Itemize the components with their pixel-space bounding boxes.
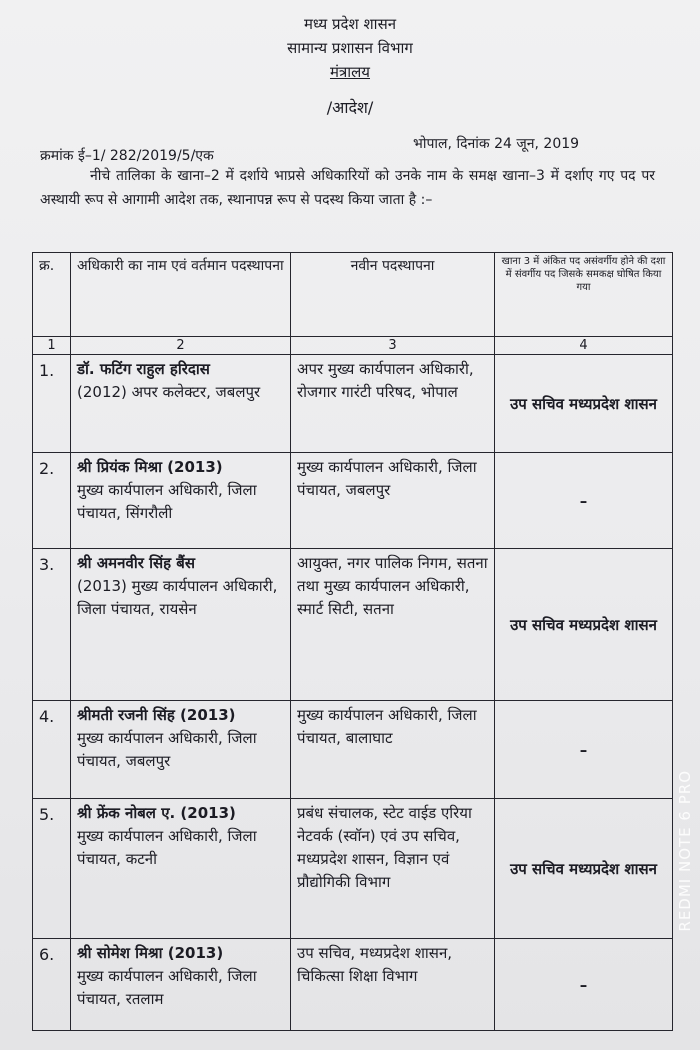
serial-number: 5. <box>33 799 71 939</box>
new-posting: मुख्य कार्यपालन अधिकारी, जिला पंचायत, जबलपुर <box>291 453 495 549</box>
new-posting: अपर मुख्य कार्यपालन अधिकारी, रोजगार गारंटी परिषद, भोपाल <box>291 355 495 453</box>
order-paragraph: नीचे तालिका के खाना–2 में दर्शाये भाप्रसे अधिकारियों को उनके नाम के समक्ष खाना–3 में दर्शाए गए पद पर अस्थायी रूप से आगामी आदेश तक, स्थानापन्न रूप से पदस्थ किया जाता है :– <box>40 168 655 208</box>
table-row <box>33 549 673 701</box>
serial-number: 3. <box>33 549 71 701</box>
officer-name: श्री अमनवीर सिंह बैंस <box>77 554 195 572</box>
column-number: 1 <box>33 337 71 355</box>
officer-current-posting: मुख्य कार्यपालन अधिकारी, जिला पंचायत, जबलपुर <box>77 729 257 770</box>
new-posting: आयुक्त, नगर पालिक निगम, सतना तथा मुख्य कार्यपालन अधिकारी, स्मार्ट सिटी, सतना <box>291 549 495 701</box>
header-officer: अधिकारी का नाम एवं वर्तमान पदस्थापना <box>71 253 291 337</box>
new-posting: मुख्य कार्यपालन अधिकारी, जिला पंचायत, बालाघाट <box>291 701 495 799</box>
table-row <box>33 701 673 799</box>
officer-name: डॉ. फटिंग राहुल हरिदास <box>77 360 210 378</box>
officer-cell <box>71 549 291 701</box>
camera-watermark: REDMI NOTE 6 PRO <box>676 770 694 932</box>
header-ministry: मंत्रालय <box>329 63 370 81</box>
column-number-row <box>33 337 673 355</box>
order-number: क्रमांक ई–1/ 282/2019/5/एक <box>40 148 214 164</box>
officer-name: श्री सोमेश मिश्रा (2013) <box>77 944 224 962</box>
column-number: 4 <box>495 337 673 355</box>
header-department: सामान्य प्रशासन विभाग <box>287 39 413 57</box>
new-posting: प्रबंध संचालक, स्टेट वाईड एरिया नेटवर्क (स्वॉन) एवं उप सचिव, मध्यप्रदेश शासन, विज्ञान एवं प्रौद्योगिकी विभाग <box>291 799 495 939</box>
equivalent-post: उप सचिव मध्यप्रदेश शासन <box>495 799 673 939</box>
serial-number: 6. <box>33 939 71 1031</box>
header-equivalent: खाना 3 में अंकित पद असंवर्गीय होने की दशा में संवर्गीय पद जिसके समकक्ष घोषित किया गया <box>495 253 673 337</box>
equivalent-post: उप सचिव मध्यप्रदेश शासन <box>495 355 673 453</box>
serial-number: 2. <box>33 453 71 549</box>
place-date: भोपाल, दिनांक 24 जून, 2019 <box>413 136 580 152</box>
table-header-row <box>33 253 673 337</box>
officer-current-posting: मुख्य कार्यपालन अधिकारी, जिला पंचायत, रतलाम <box>77 967 257 1008</box>
table-row <box>33 799 673 939</box>
header-new-posting: नवीन पदस्थापना <box>291 253 495 337</box>
posting-table <box>32 252 673 1031</box>
officer-cell <box>71 453 291 549</box>
equivalent-post: – <box>495 453 673 549</box>
equivalent-post: उप सचिव मध्यप्रदेश शासन <box>495 549 673 701</box>
header-sno: क्र. <box>33 253 71 337</box>
officer-current-posting: (2013) मुख्य कार्यपालन अधिकारी, जिला पंचायत, रायसेन <box>77 577 278 618</box>
order-title: /आदेश/ <box>326 98 374 117</box>
new-posting: उप सचिव, मध्यप्रदेश शासन, चिकित्सा शिक्षा विभाग <box>291 939 495 1031</box>
table-row <box>33 355 673 453</box>
column-number: 2 <box>71 337 291 355</box>
officer-cell <box>71 799 291 939</box>
officer-cell <box>71 355 291 453</box>
table-row <box>33 939 673 1031</box>
officer-name: श्री फ्रेंक नोबल ए. (2013) <box>77 804 236 822</box>
officer-current-posting: मुख्य कार्यपालन अधिकारी, जिला पंचायत, कटनी <box>77 827 257 868</box>
equivalent-post: – <box>495 939 673 1031</box>
serial-number: 1. <box>33 355 71 453</box>
column-number: 3 <box>291 337 495 355</box>
officer-cell <box>71 939 291 1031</box>
officer-cell <box>71 701 291 799</box>
officer-current-posting: मुख्य कार्यपालन अधिकारी, जिला पंचायत, सिंगरौली <box>77 481 257 522</box>
equivalent-post: – <box>495 701 673 799</box>
serial-number: 4. <box>33 701 71 799</box>
header-government: मध्य प्रदेश शासन <box>303 15 397 33</box>
officer-name: श्रीमती रजनी सिंह (2013) <box>77 706 236 724</box>
table-row <box>33 453 673 549</box>
officer-name: श्री प्रियंक मिश्रा (2013) <box>77 458 223 476</box>
officer-current-posting: (2012) अपर कलेक्टर, जबलपुर <box>77 383 261 401</box>
